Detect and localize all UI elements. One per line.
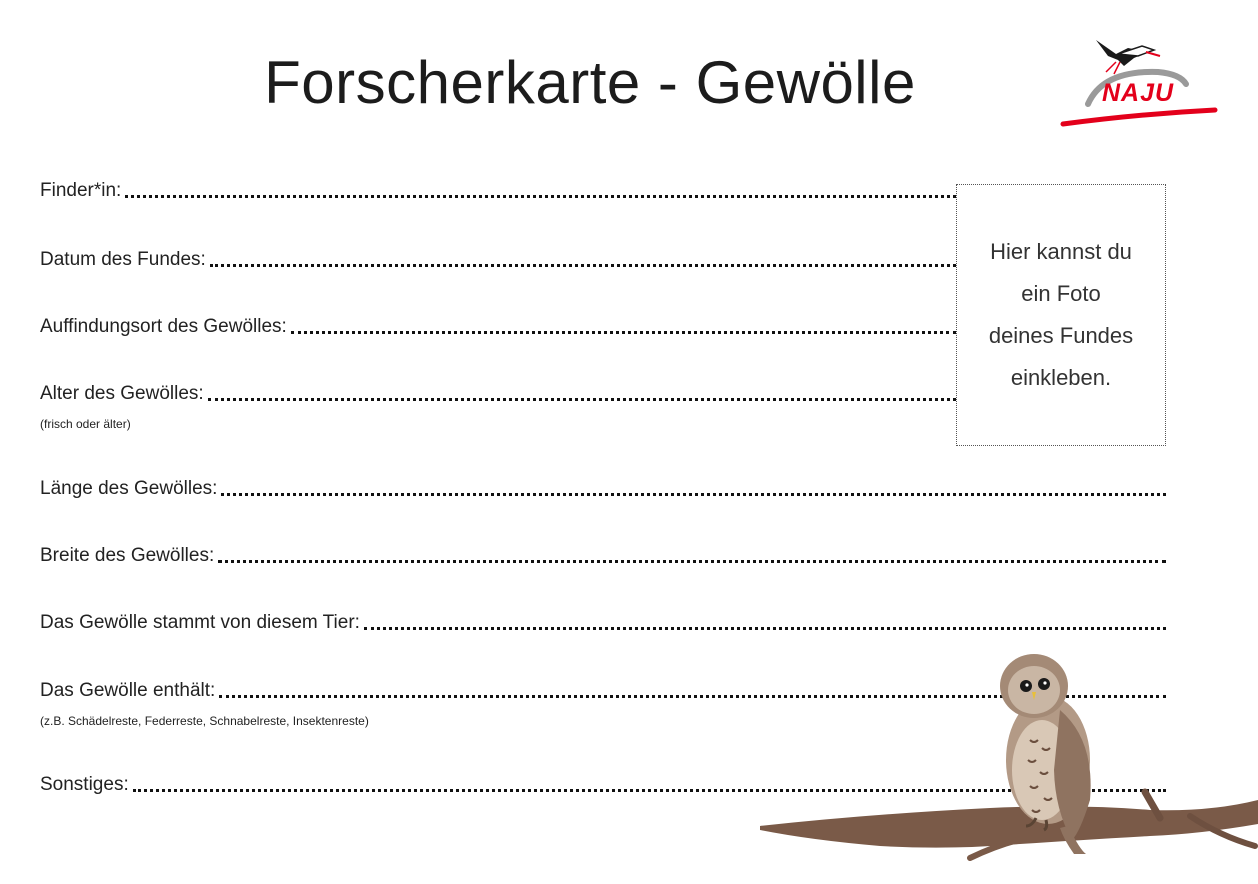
- fill-line[interactable]: [221, 486, 1166, 496]
- photo-text-line: ein Foto: [1021, 281, 1101, 306]
- field-label: Das Gewölle enthält:: [40, 680, 216, 701]
- field-label: Breite des Gewölles:: [40, 545, 215, 566]
- fill-line[interactable]: [210, 257, 956, 267]
- fill-line[interactable]: [208, 391, 956, 401]
- field-label: Das Gewölle stammt von diesem Tier:: [40, 612, 360, 633]
- field-date[interactable]: [40, 249, 956, 271]
- photo-text-line: deines Fundes: [988, 323, 1134, 348]
- field-hint: (frisch oder älter): [40, 417, 131, 431]
- photo-text-line: einkleben.: [1010, 365, 1112, 390]
- fill-line[interactable]: [291, 324, 956, 334]
- fill-line[interactable]: [364, 620, 1166, 630]
- field-length[interactable]: [40, 478, 1166, 500]
- field-label: Finder*in:: [40, 180, 122, 201]
- naju-logo: [1058, 32, 1220, 132]
- field-hint: (z.B. Schädelreste, Federreste, Schnabelreste, Insektenreste): [40, 714, 369, 728]
- owl-on-branch-illustration: [750, 640, 1258, 884]
- fill-line[interactable]: [125, 188, 956, 198]
- field-finder[interactable]: [40, 180, 956, 202]
- field-label: Länge des Gewölles:: [40, 478, 218, 499]
- field-age[interactable]: [40, 383, 956, 405]
- field-width[interactable]: [40, 545, 1166, 567]
- photo-text-line: Hier kannst du: [990, 239, 1132, 264]
- field-label: Auffindungsort des Gewölles:: [40, 316, 287, 337]
- field-label: Datum des Fundes:: [40, 249, 206, 270]
- photo-placeholder[interactable]: [956, 184, 1166, 446]
- field-location[interactable]: [40, 316, 956, 338]
- field-animal[interactable]: [40, 612, 1166, 634]
- field-label: Sonstiges:: [40, 774, 129, 795]
- photo-instructions: [989, 231, 1133, 399]
- fill-line[interactable]: [218, 553, 1166, 563]
- field-label: Alter des Gewölles:: [40, 383, 204, 404]
- logo-text: NAJU: [1102, 79, 1175, 107]
- page-title: Forscherkarte - Gewölle: [264, 49, 916, 116]
